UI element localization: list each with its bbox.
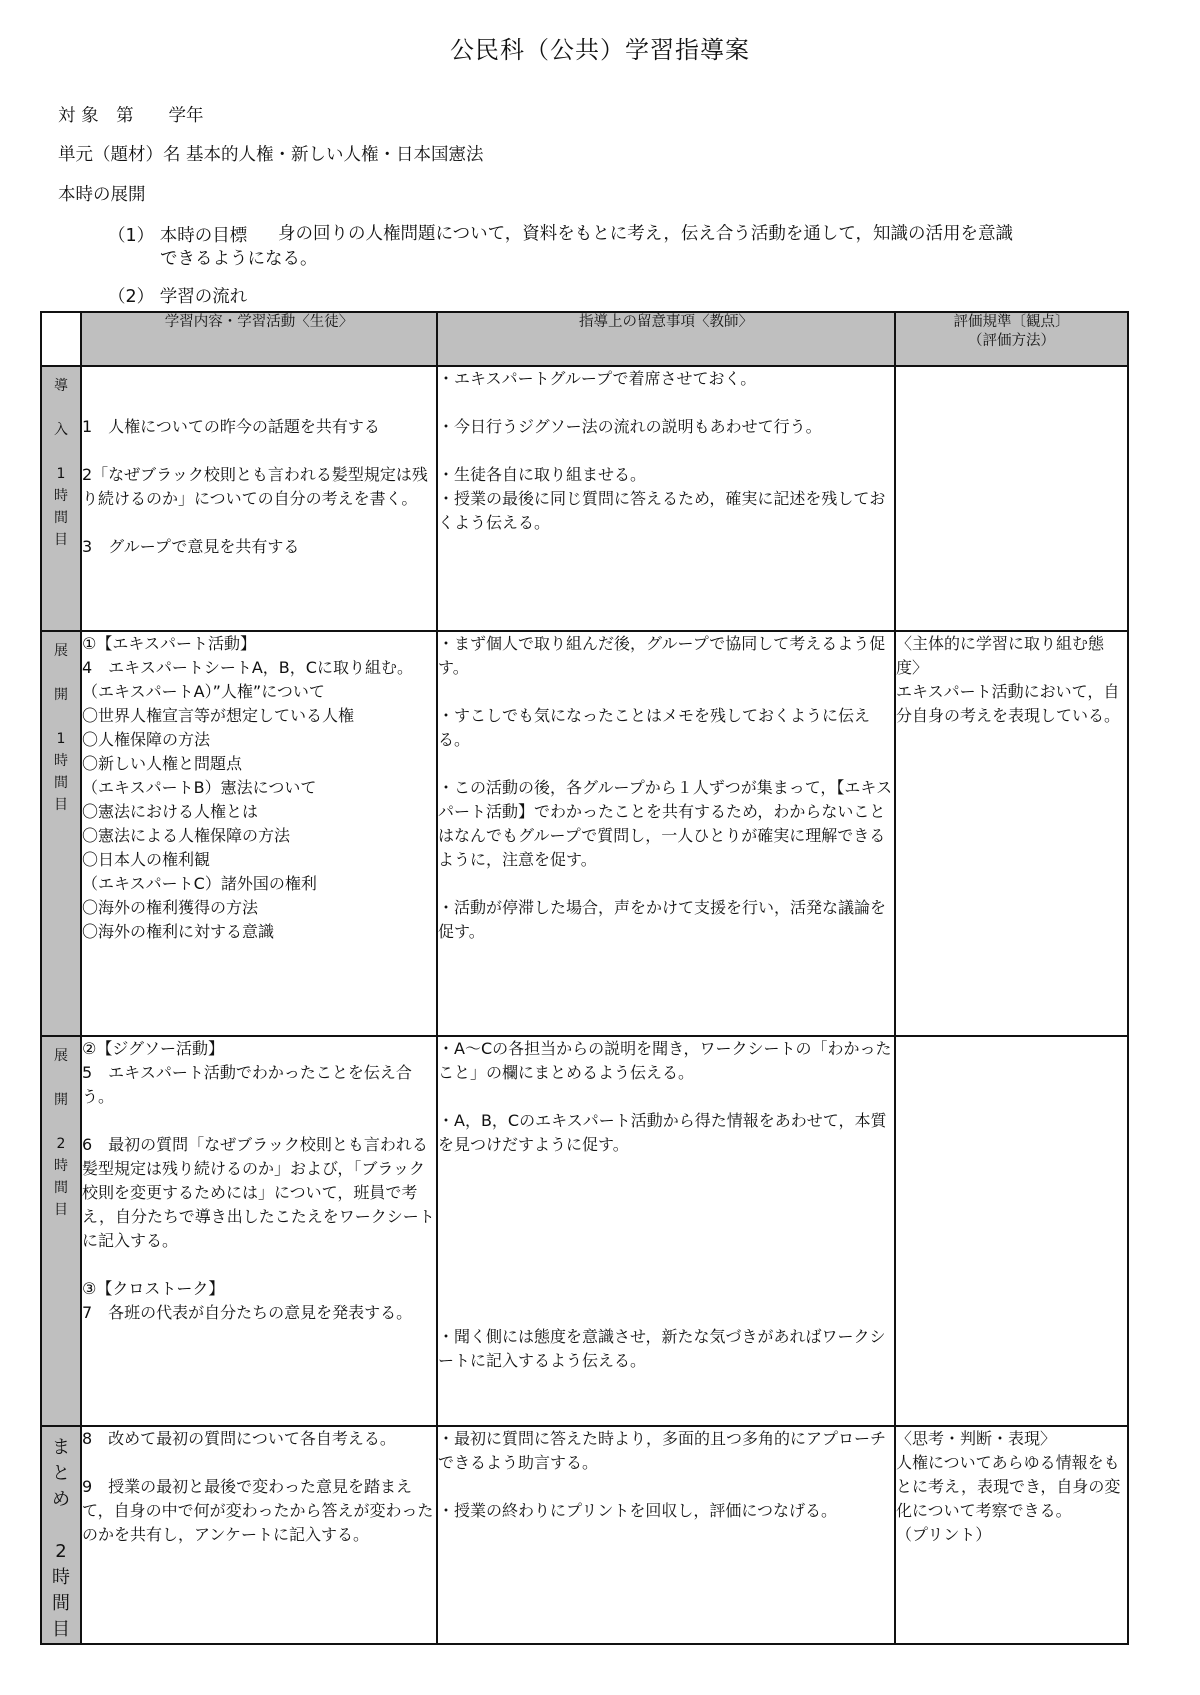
phase-label-char: 間 [52,1593,70,1614]
phase-label-char [59,397,63,419]
activity-line: 〇憲法による人権保障の方法 [82,826,291,845]
activity-line: 〇世界人権宣言等が想定している人権 [82,706,355,725]
flow-label: （2） 学習の流れ [108,287,248,307]
teacher-line: ・A〜Cの各担当からの説明を聞き，ワークシートの「わかったこと」の欄にまとめるよう伝える。 [438,1039,892,1082]
teacher-line: ・活動が停滞した場合，声をかけて支援を行い，活発な議論を促す。 [438,898,887,941]
eval-line: （プリント） [896,1525,992,1544]
teacher-line [438,1229,894,1253]
phase-label-char: 間 [54,510,68,526]
activity-cell [81,366,437,631]
activity-line: 〇日本人の権利観 [82,850,211,869]
table-row [41,631,1128,1036]
teacher-line [438,1085,894,1109]
teacher-cell [437,1426,895,1644]
header-activity: 学習内容・学習活動〈生徒〉 [81,312,437,366]
phase-label-char: ま [52,1437,70,1458]
activity-line: 7 各班の代表が自分たちの意見を発表する。 [82,1303,413,1322]
eval-cell [895,1036,1128,1426]
teacher-cell [437,1036,895,1426]
phase-label-cell [41,1036,81,1426]
unit-line: 単元（題材）名 基本的人権・新しい人権・日本国憲法 [58,145,484,165]
teacher-line: ・授業の最後に同じ質問に答えるため，確実に記述を残しておくよう伝える。 [438,489,886,532]
eval-cell [895,1426,1128,1644]
phase-label-char: 導 [54,378,68,394]
phase-label-char: 1 [56,466,66,482]
teacher-line [438,1253,894,1277]
activity-line: 6 最初の質問「なぜブラック校則とも言われる髪型規定は残り続けるのか」および，「ブラック校則を変更するためには」について，班員で考え，自分たちで導き出したこたえをワークシートに記入する。 [82,1135,435,1250]
activity-line: ③【クロストーク】 [82,1279,225,1298]
table-row [41,1036,1128,1426]
teacher-line [438,439,894,463]
phase-label-char: 2 [56,1136,66,1152]
activity-line: 8 改めて最初の質問について各自考える。 [82,1429,396,1448]
activity-line: 1 人権についての昨今の話題を共有する [82,417,380,436]
activity-line: 〇新しい人権と問題点 [82,754,243,773]
table-body [41,366,1128,1644]
activity-line: （エキスパートA）”人権”について [82,682,325,701]
teacher-line: ・聞く側には態度を意識させ，新たな気づきがあればワークシートに記入するよう伝える。 [438,1327,886,1370]
phase-label-char: 時 [54,488,68,504]
eval-line: 〈思考・判断・表現〉 [896,1429,1057,1448]
phase-label-char: 展 [54,1048,68,1064]
phase-label-char: 目 [54,532,68,548]
goal-text-line-1: 身の回りの人権問題について，資料をもとに考え，伝え合う活動を通して，知識の活用を意識 [278,224,1013,244]
phase-label-char: 時 [52,1567,70,1588]
phase-label-char [59,441,63,463]
goal-text-line-2: できるようになる。 [160,249,318,269]
phase-label-char: 開 [54,687,68,703]
phase-label-char: め [52,1489,70,1510]
phase-label-char: 開 [54,1092,68,1108]
teacher-cell [437,366,895,631]
activity-line [82,391,436,415]
teacher-line: ・エキスパートグループで着席させておく。 [438,369,757,388]
header-teacher: 指導上の留意事項〈教師〉 [437,312,895,366]
phase-label-char [59,1067,63,1089]
phase-label-char: 1 [56,731,66,747]
activity-line [82,367,436,391]
table-row [41,1426,1128,1644]
teacher-line [438,872,894,896]
teacher-line: ・この活動の後，各グループから１人ずつが集まって，【エキスパート活動】でわかったことを共有するため，わからないことはなんでもグループで質問し，一人ひとりが確実に理解できるように，注意を促す。 [438,778,893,869]
teacher-line: ・今日行うジグソー法の流れの説明もあわせて行う。 [438,417,822,436]
activity-line [82,511,436,535]
activity-line: ①【エキスパート活動】 [82,634,257,653]
eval-line: 〈主体的に学習に取り組む態度〉 [896,634,1105,677]
phase-label-char: 目 [54,1202,68,1218]
activity-cell [81,1426,437,1644]
phase-label-char: と [52,1463,70,1484]
activity-line: 3 グループで意見を共有する [82,537,300,556]
activity-line: 〇憲法における人権とは [82,802,259,821]
activity-cell [81,1036,437,1426]
lesson-flow-table [40,311,1129,1645]
teacher-line [438,752,894,776]
phase-label-cell [41,1426,81,1644]
teacher-line: ・生徒各自に取り組ませる。 [438,465,647,484]
activity-line: 4 エキスパートシートA，B，Cに取り組む。 [82,658,413,677]
phase-label-char: 展 [54,643,68,659]
teacher-line [438,1301,894,1325]
teacher-line [438,680,894,704]
goal-text [278,222,1158,246]
teacher-line [438,1181,894,1205]
activity-line: ②【ジグソー活動】 [82,1039,225,1058]
phase-label-char [59,706,63,728]
activity-cell [81,631,437,1036]
document-title: 公民科（公共）学習指導案 [450,36,750,64]
header-evaluation [895,312,1128,366]
teacher-line: ・最初に質問に答えた時より，多面的且つ多角的にアプローチできるよう助言する。 [438,1429,887,1472]
activity-line: （エキスパートC）諸外国の権利 [82,874,317,893]
corner-cell [41,312,81,366]
teacher-line: ・すこしでも気になったことはメモを残しておくように伝える。 [438,706,871,749]
phase-label-char: 2 [55,1541,67,1562]
teacher-line [438,1205,894,1229]
phase-label-char: 時 [54,1158,68,1174]
table-row [41,366,1128,631]
activity-line: 〇人権保障の方法 [82,730,211,749]
activity-line: 〇海外の権利獲得の方法 [82,898,259,917]
phase-label-char [59,662,63,684]
activity-line: （エキスパートB）憲法について [82,778,317,797]
eval-line: 人権についてあらゆる情報をもとに考え，表現でき，自身の変化について考察できる。 [896,1453,1121,1520]
activity-line: 2「なぜブラック校則とも言われる髪型規定は残り続けるのか」についての自分の考えを書く。 [82,465,428,508]
target-line: 対 象 第 学年 [58,106,204,126]
activity-line: 〇海外の権利に対する意識 [82,922,275,941]
phase-label-char: 目 [54,797,68,813]
activity-line: 5 エキスパート活動でわかったことを伝え合う。 [82,1063,412,1106]
teacher-line [438,1277,894,1301]
goal-label: （1） 本時の目標 [108,226,248,246]
teacher-line: ・A，B，Cのエキスパート活動から得た情報をあわせて，本質を見つけだすように促す。 [438,1111,887,1154]
activity-line [82,439,436,463]
development-line: 本時の展開 [58,185,146,205]
activity-line [82,1253,436,1277]
header-eval-line-2: （評価方法） [968,333,1055,349]
phase-label-char: 目 [52,1619,70,1640]
teacher-line [438,391,894,415]
activity-line: 9 授業の最初と最後で変わった意見を踏まえて，自身の中で何が変わったから答えが変わったのかを共有し，アンケートに記入する。 [82,1477,434,1544]
teacher-line: ・まず個人で取り組んだ後，グループで協同して考えるよう促す。 [438,634,886,677]
phase-label-char [58,1513,64,1539]
phase-label-char: 間 [54,775,68,791]
eval-line: エキスパート活動において，自分自身の考えを表現している。 [896,682,1121,725]
teacher-line [438,1475,894,1499]
header-eval-line-1: 評価規準〔観点〕 [953,314,1070,330]
teacher-line: ・授業の終わりにプリントを回収し，評価につなげる。 [438,1501,838,1520]
teacher-cell [437,631,895,1036]
activity-line [82,1451,436,1475]
phase-label-char [59,1111,63,1133]
phase-label-char: 入 [54,422,68,438]
activity-line [82,1109,436,1133]
phase-label-char: 間 [54,1180,68,1196]
eval-cell [895,366,1128,631]
eval-cell [895,631,1128,1036]
teacher-line [438,1157,894,1181]
phase-label-cell [41,631,81,1036]
phase-label-char: 時 [54,753,68,769]
phase-label-cell [41,366,81,631]
